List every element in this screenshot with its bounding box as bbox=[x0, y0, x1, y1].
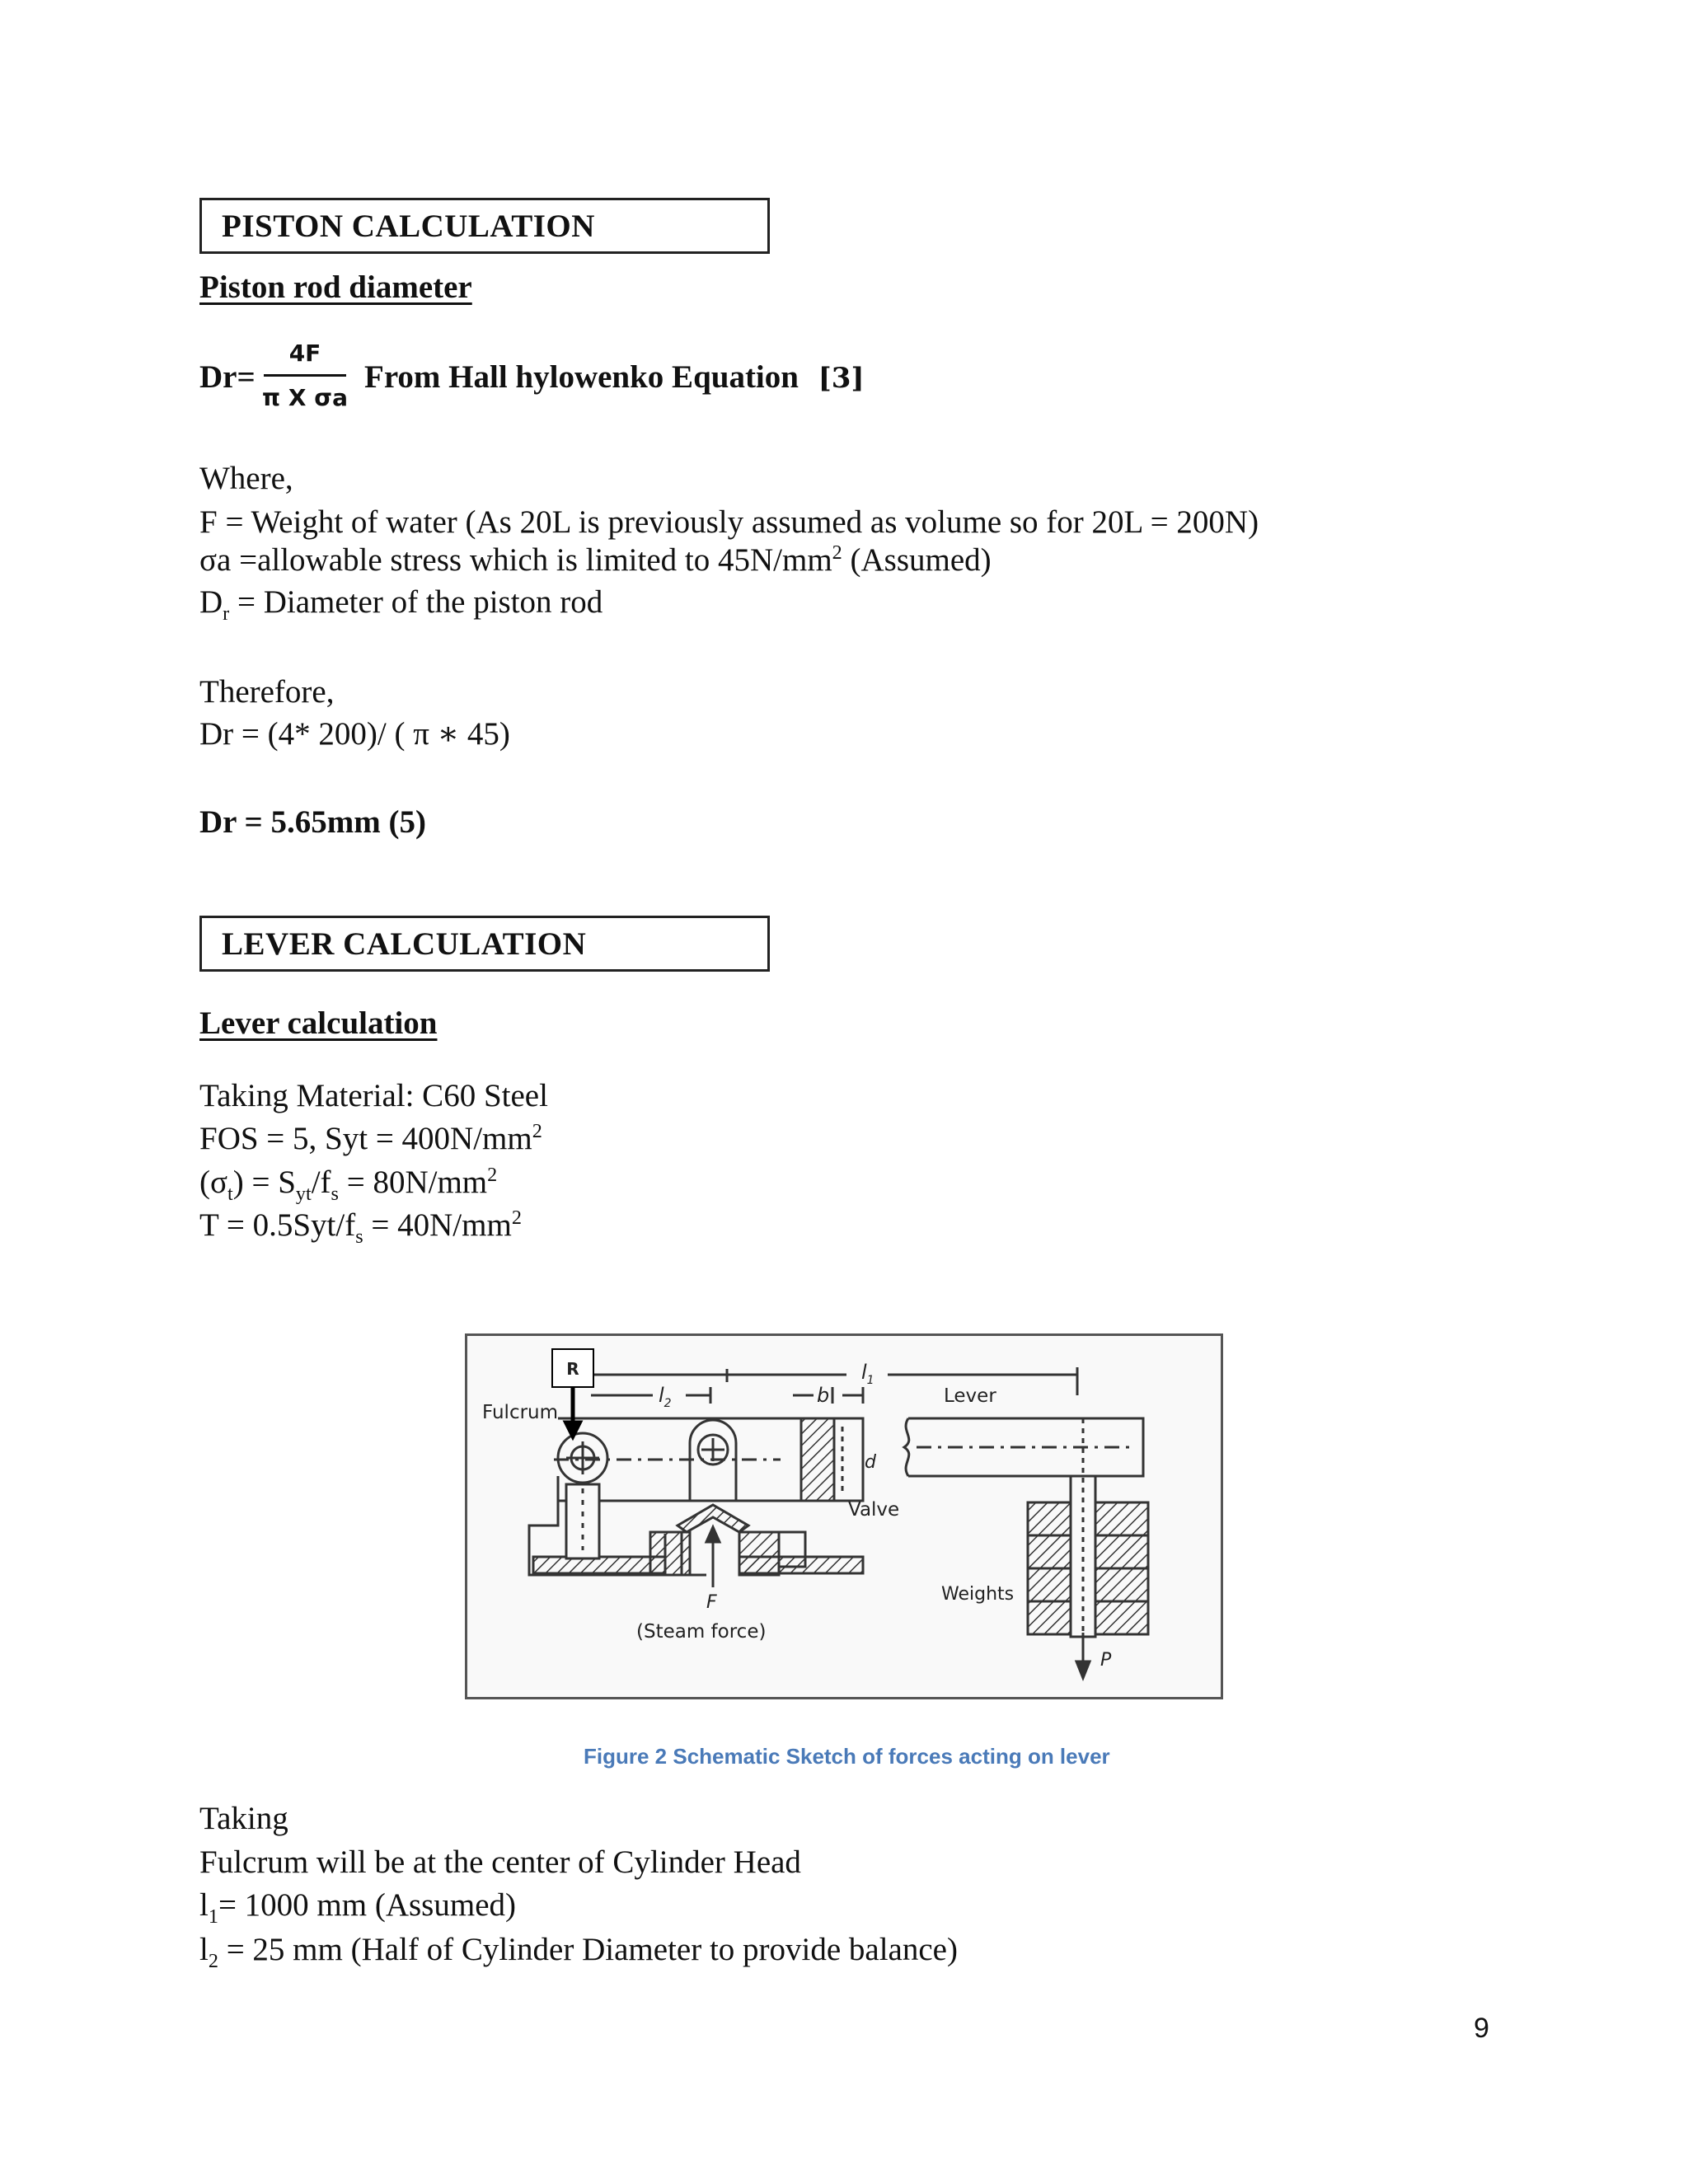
page-number: 9 bbox=[1474, 2013, 1489, 2044]
equation-source: From Hall hylowenko Equation bbox=[364, 359, 799, 395]
material-line: Taking Material: C60 Steel bbox=[199, 1078, 548, 1113]
sigma-t-d: = 80N/mm bbox=[338, 1165, 488, 1200]
l2-value: = 25 mm (Half of Cylinder Diameter to provide balance) bbox=[218, 1932, 958, 1967]
definition-sigma-text: σa =allowable stress which is limited to 45N/mm bbox=[199, 542, 832, 578]
fulcrum-line: Fulcrum will be at the center of Cylinder Head bbox=[199, 1844, 801, 1880]
fos-text: FOS = 5, Syt = 400N/mm bbox=[199, 1121, 532, 1156]
l2-line bbox=[199, 1931, 958, 1972]
l1-line bbox=[199, 1886, 516, 1928]
label-r: R bbox=[566, 1359, 579, 1379]
label-valve: Valve bbox=[848, 1499, 900, 1521]
calculation-line: Dr = (4* 200)/ ( π ∗ 45) bbox=[199, 716, 510, 752]
sigma-t-sup: 2 bbox=[487, 1164, 498, 1186]
l1-symbol: l bbox=[199, 1887, 209, 1923]
sigma-t-a: (σ bbox=[199, 1165, 228, 1200]
sigma-yt-sub: yt bbox=[295, 1182, 312, 1205]
equation-note bbox=[364, 359, 865, 396]
label-f: F bbox=[706, 1592, 717, 1613]
l1-sub: 1 bbox=[208, 1905, 218, 1928]
definition-sigma-sup: 2 bbox=[832, 541, 842, 564]
tau-line bbox=[199, 1207, 522, 1248]
label-weights: Weights bbox=[941, 1584, 1015, 1605]
l2-symbol: l bbox=[199, 1932, 209, 1967]
lever-schematic-figure bbox=[465, 1333, 1223, 1699]
definition-dr-text: = Diameter of the piston rod bbox=[229, 584, 603, 620]
weights-stack bbox=[1028, 1476, 1148, 1637]
definition-dr bbox=[199, 583, 603, 625]
equation-numerator: 4F bbox=[288, 340, 321, 367]
therefore-label: Therefore, bbox=[199, 674, 335, 710]
equation-denominator: π X σa bbox=[262, 384, 348, 411]
label-fulcrum: Fulcrum bbox=[482, 1402, 559, 1423]
equation-reference: [3] bbox=[818, 362, 865, 395]
label-lever: Lever bbox=[944, 1385, 996, 1407]
definition-sigma bbox=[199, 541, 992, 579]
tau-sup: 2 bbox=[511, 1207, 522, 1229]
fos-sup: 2 bbox=[532, 1120, 542, 1142]
lever-box-title: LEVER CALCULATION bbox=[222, 926, 587, 962]
label-b: b bbox=[817, 1384, 830, 1407]
label-l1: $l_1$ bbox=[861, 1361, 874, 1387]
fraction-bar bbox=[264, 374, 346, 377]
label-l2: $l_2$ bbox=[659, 1384, 672, 1410]
lever-calculation-box bbox=[199, 916, 770, 972]
tau-s-sub: s bbox=[355, 1225, 363, 1248]
label-steam-force: (Steam force) bbox=[636, 1621, 767, 1643]
sigma-t-c: /f bbox=[311, 1165, 331, 1200]
piston-rod-diameter-heading: Piston rod diameter bbox=[199, 269, 472, 305]
sigma-t-b: ) = S bbox=[232, 1165, 296, 1200]
definition-dr-symbol: D bbox=[199, 584, 223, 620]
sigma-t-sub: t bbox=[227, 1182, 233, 1205]
result-line: Dr = 5.65mm (5) bbox=[199, 804, 426, 840]
definition-sigma-tail: (Assumed) bbox=[842, 542, 992, 578]
fos-line bbox=[199, 1120, 542, 1157]
lever-schematic-drawing bbox=[467, 1336, 1221, 1697]
l2-sub: 2 bbox=[208, 1949, 218, 1972]
l1-value: = 1000 mm (Assumed) bbox=[218, 1887, 516, 1923]
tau-b: = 40N/mm bbox=[363, 1207, 512, 1243]
lever-calculation-heading: Lever calculation bbox=[199, 1005, 438, 1041]
definition-f: F = Weight of water (As 20L is previously assumed as volume so for 20L = 200N) bbox=[199, 504, 1259, 540]
piston-calculation-box bbox=[199, 198, 770, 254]
label-d: d bbox=[865, 1452, 876, 1473]
definition-dr-sub: r bbox=[223, 602, 230, 625]
tau-a: T = 0.5Syt/f bbox=[199, 1207, 356, 1243]
equation-lhs: Dr= bbox=[199, 359, 256, 395]
taking-heading: Taking bbox=[199, 1801, 288, 1836]
sigma-s-sub: s bbox=[331, 1182, 339, 1205]
where-label: Where, bbox=[199, 461, 293, 496]
figure-caption: Figure 2 Schematic Sketch of forces acting on lever bbox=[584, 1744, 1110, 1769]
piston-box-title: PISTON CALCULATION bbox=[222, 208, 595, 244]
label-p: P bbox=[1100, 1650, 1112, 1671]
sigma-t-line bbox=[199, 1164, 498, 1205]
